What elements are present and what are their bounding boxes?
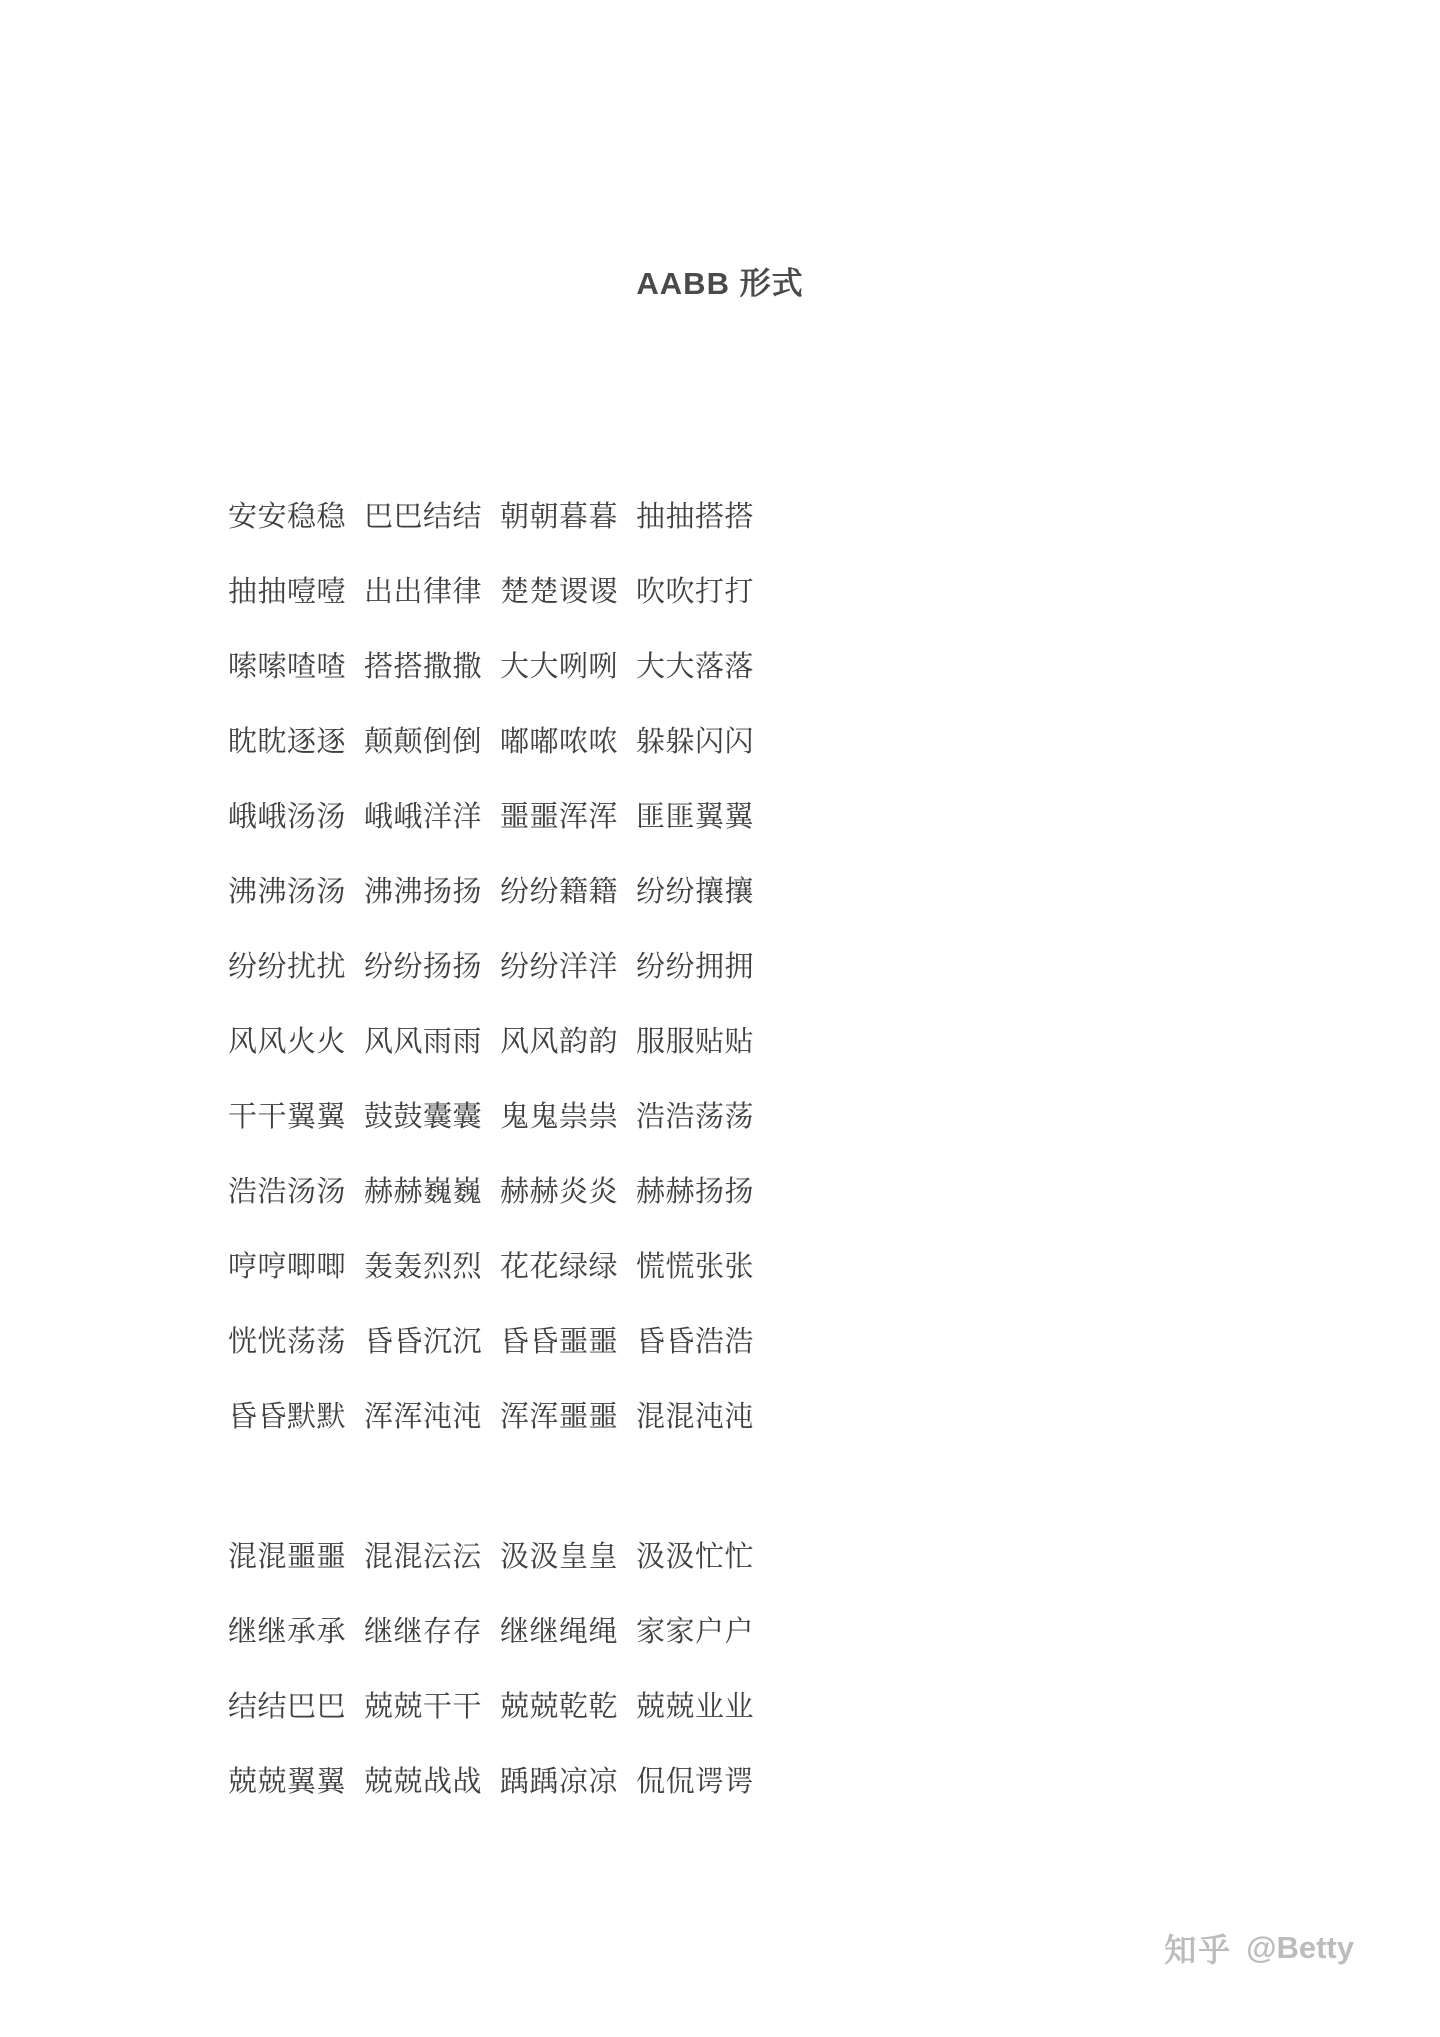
word-row <box>228 1745 928 1820</box>
word-item: 纷纷扬扬 <box>364 951 483 983</box>
word-item: 哼哼唧唧 <box>228 1251 347 1283</box>
word-item: 风风韵韵 <box>500 1026 619 1058</box>
word-item: 抽抽搭搭 <box>636 501 755 533</box>
word-item: 风风火火 <box>228 1026 347 1058</box>
word-item: 干干翼翼 <box>228 1101 347 1133</box>
word-item: 服服贴贴 <box>636 1026 755 1058</box>
word-item: 纷纷扰扰 <box>228 951 347 983</box>
word-item: 慌慌张张 <box>636 1251 755 1283</box>
word-item: 侃侃谔谔 <box>636 1766 755 1798</box>
word-item: 纷纷籍籍 <box>500 876 619 908</box>
word-item: 昏昏沉沉 <box>364 1326 483 1358</box>
word-item: 浩浩汤汤 <box>228 1176 347 1208</box>
word-item: 嘟嘟哝哝 <box>500 726 619 758</box>
word-item: 纷纷洋洋 <box>500 951 619 983</box>
word-row <box>228 1305 928 1380</box>
word-row <box>228 1005 928 1080</box>
word-item: 抽抽噎噎 <box>228 576 347 608</box>
word-item: 楚楚谡谡 <box>500 576 619 608</box>
word-item: 峨峨洋洋 <box>364 801 483 833</box>
word-item: 浑浑沌沌 <box>364 1401 483 1433</box>
word-item: 搭搭撒撒 <box>364 651 483 683</box>
word-item: 吹吹打打 <box>636 576 755 608</box>
word-item: 轰轰烈烈 <box>364 1251 483 1283</box>
word-item: 浩浩荡荡 <box>636 1101 755 1133</box>
word-item: 兢兢业业 <box>636 1691 755 1723</box>
word-item: 眈眈逐逐 <box>228 726 347 758</box>
word-row <box>228 705 928 780</box>
word-row <box>228 1520 928 1595</box>
word-row <box>228 780 928 855</box>
word-item: 继继存存 <box>364 1616 483 1648</box>
word-item: 赫赫炎炎 <box>500 1176 619 1208</box>
word-item: 朝朝暮暮 <box>500 501 619 533</box>
word-list-section-2 <box>228 1520 928 1820</box>
word-item: 噩噩浑浑 <box>500 801 619 833</box>
word-item: 继继绳绳 <box>500 1616 619 1648</box>
word-item: 兢兢翼翼 <box>228 1766 347 1798</box>
word-item: 鼓鼓囊囊 <box>364 1101 483 1133</box>
word-row <box>228 1230 928 1305</box>
word-item: 出出律律 <box>364 576 483 608</box>
word-item: 混混噩噩 <box>228 1541 347 1573</box>
word-item: 赫赫扬扬 <box>636 1176 755 1208</box>
word-item: 匪匪翼翼 <box>636 801 755 833</box>
word-item: 汲汲皇皇 <box>500 1541 619 1573</box>
word-item: 结结巴巴 <box>228 1691 347 1723</box>
word-item: 风风雨雨 <box>364 1026 483 1058</box>
word-item: 峨峨汤汤 <box>228 801 347 833</box>
word-item: 嗦嗦喳喳 <box>228 651 347 683</box>
word-item: 家家户户 <box>636 1616 755 1648</box>
word-row <box>228 1595 928 1670</box>
word-row <box>228 555 928 630</box>
word-item: 鬼鬼祟祟 <box>500 1101 619 1133</box>
word-row <box>228 930 928 1005</box>
word-item: 安安稳稳 <box>228 501 347 533</box>
word-row <box>228 1380 928 1455</box>
word-row <box>228 855 928 930</box>
word-item: 大大落落 <box>636 651 755 683</box>
word-row <box>228 1080 928 1155</box>
word-item: 纷纷攘攘 <box>636 876 755 908</box>
word-item: 昏昏浩浩 <box>636 1326 755 1358</box>
word-item: 兢兢干干 <box>364 1691 483 1723</box>
zhihu-logo: 知乎 <box>1164 1932 1233 1968</box>
watermark-handle: @Betty <box>1246 1930 1354 1965</box>
word-item: 纷纷拥拥 <box>636 951 755 983</box>
word-item: 踽踽凉凉 <box>500 1766 619 1798</box>
word-item: 巴巴结结 <box>364 501 483 533</box>
word-item: 颠颠倒倒 <box>364 726 483 758</box>
word-item: 昏昏默默 <box>228 1401 347 1433</box>
word-item: 沸沸扬扬 <box>364 876 483 908</box>
word-item: 汲汲忙忙 <box>636 1541 755 1573</box>
word-row <box>228 1155 928 1230</box>
word-item: 混混沄沄 <box>364 1541 483 1573</box>
word-list-section-1 <box>228 480 928 1455</box>
watermark <box>1164 1925 1354 1971</box>
word-item: 大大咧咧 <box>500 651 619 683</box>
word-item: 赫赫巍巍 <box>364 1176 483 1208</box>
word-item: 躲躲闪闪 <box>636 726 755 758</box>
word-item: 昏昏噩噩 <box>500 1326 619 1358</box>
word-item: 兢兢战战 <box>364 1766 483 1798</box>
word-item: 混混沌沌 <box>636 1401 755 1433</box>
word-item: 兢兢乾乾 <box>500 1691 619 1723</box>
word-item: 继继承承 <box>228 1616 347 1648</box>
word-item: 沸沸汤汤 <box>228 876 347 908</box>
word-row <box>228 1670 928 1745</box>
word-item: 花花绿绿 <box>500 1251 619 1283</box>
word-item: 恍恍荡荡 <box>228 1326 347 1358</box>
word-item: 浑浑噩噩 <box>500 1401 619 1433</box>
word-row <box>228 480 928 555</box>
page-title: AABB 形式 <box>636 266 804 301</box>
word-row <box>228 630 928 705</box>
